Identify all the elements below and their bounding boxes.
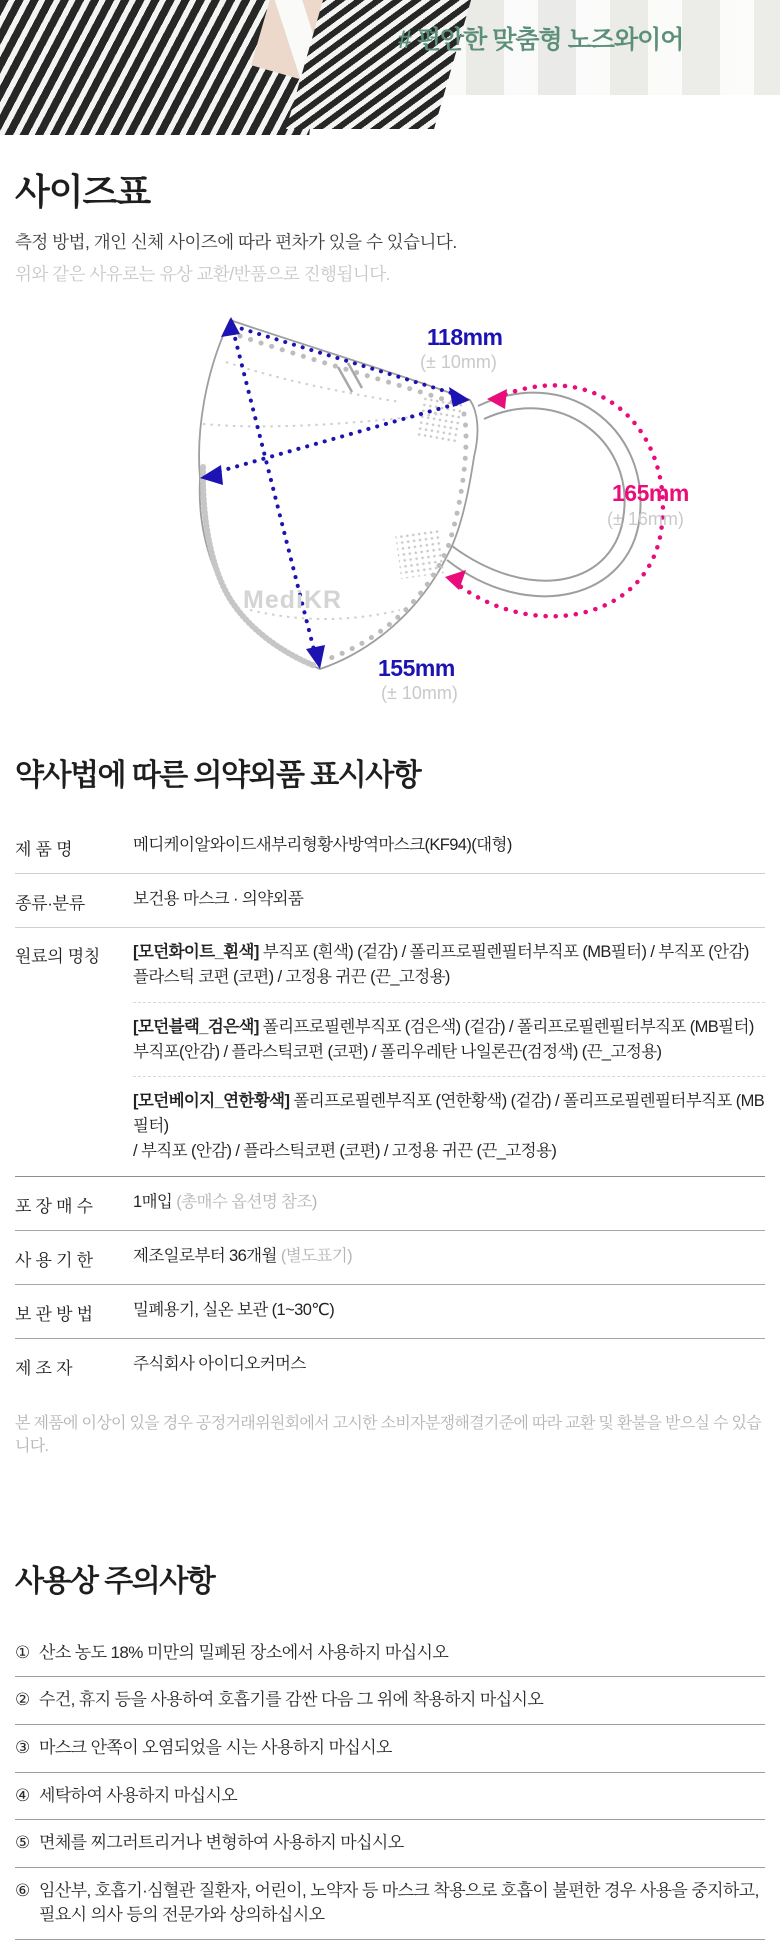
regulation-row-label: 보 관 방 법 xyxy=(15,1304,93,1324)
caution-item xyxy=(15,1725,765,1773)
caution-item-number: ⑥ xyxy=(15,1880,30,1900)
regulation-row xyxy=(15,820,765,874)
measurement-ear-loop-value: 165mm xyxy=(612,480,689,507)
regulation-row-label: 종류·분류 xyxy=(15,894,85,914)
caution-item-number: ② xyxy=(15,1690,30,1710)
caution-item-text: 임산부, 호흡기·심혈관 질환자, 어린이, 노약자 등 마스크 착용으로 호흡이 불편한 경우 사용을 중지하고, 필요시 의사 등의 전문가와 상의하십시오 xyxy=(39,1880,759,1925)
regulation-row-label: 사 용 기 한 xyxy=(15,1250,93,1270)
caution-item-number: ④ xyxy=(15,1785,30,1805)
regulation-row-value: 제조일로부터 36개월 (별도표기) xyxy=(133,1246,352,1265)
size-desc-line1: 측정 방법, 개인 신체 사이즈에 따라 편차가 있을 수 있습니다. xyxy=(15,232,457,253)
caution-item xyxy=(15,1677,765,1725)
regulation-table xyxy=(15,820,765,1391)
regulation-section-title: 약사법에 따른 의약외품 표시사항 xyxy=(15,759,421,793)
caution-item-text: 면체를 찌그러트리거나 변형하여 사용하지 마십시오 xyxy=(39,1833,404,1853)
caution-item-number: ① xyxy=(15,1642,30,1662)
measurement-top-edge-value: 118mm xyxy=(427,324,503,351)
exchange-refund-note: 본 제품에 이상이 있을 경우 공정거래위원회에서 고시한 소비자분쟁해결기준에 따라 교환 및 환불을 받으실 수 있습니다. xyxy=(15,1414,761,1455)
measurement-ear-loop-tolerance: (± 16mm) xyxy=(607,509,684,530)
measurement-height-tolerance: (± 10mm) xyxy=(381,683,458,704)
size-section-title: 사이즈표 xyxy=(15,171,151,212)
regulation-row xyxy=(15,928,765,1176)
brand-watermark: MediKR xyxy=(243,586,343,615)
caution-item-text: 산소 농도 18% 미만의 밀폐된 장소에서 사용하지 마십시오 xyxy=(39,1642,449,1662)
banner-photo xyxy=(0,0,780,95)
caution-list xyxy=(15,1630,765,1940)
caution-item-text: 세탁하여 사용하지 마십시오 xyxy=(39,1785,238,1805)
regulation-row xyxy=(15,1285,765,1339)
caution-item-text: 마스크 안쪽이 오염되었을 시는 사용하지 마십시오 xyxy=(39,1737,392,1757)
regulation-row xyxy=(15,874,765,928)
size-desc-line2: 위와 같은 사유로는 유상 교환/반품으로 진행됩니다. xyxy=(15,264,391,285)
caution-item xyxy=(15,1820,765,1868)
measurement-top-edge-tolerance: (± 10mm) xyxy=(420,352,497,373)
caution-section-title: 사용상 주의사항 xyxy=(15,1564,215,1598)
caution-item-text: 수건, 휴지 등을 사용하여 호흡기를 감싼 다음 그 위에 착용하지 마십시오 xyxy=(39,1690,544,1710)
loop-weld-patch-bottom xyxy=(395,529,447,579)
regulation-row-value: [모던화이트_흰색] 부직포 (흰색) (겉감) / 폴리프로필렌필터부직포 (MB필터) / 부직포 (안감) 플라스틱 코편 (코편) / 고정용 귀끈 (끈_고정용) [모던블랙_검은색] 폴리프로필렌부직포 (검은색) (겉감) / 폴리프로필렌필터부직포 (MB필터) 부직포(안감) / 플라스틱코편 (코편) / 폴리우레탄 나일론끈(검정색) (끈_고정용) [모던베이지_연한황색] 폴리프로필렌부직포 (연한황색) (겉감) / 폴리프로필렌필터부직포 (MB필터) / 부직포 (안감) / 플라스틱코편 (코편) / 고정용 귀끈 (끈_고정용) xyxy=(133,928,765,1175)
regulation-row xyxy=(15,1177,765,1231)
regulation-row-value: 주식회사 아이디오커머스 xyxy=(133,1354,306,1373)
mask-size-diagram xyxy=(0,292,780,722)
regulation-row-label: 제 품 명 xyxy=(15,840,73,860)
regulation-row xyxy=(15,1339,765,1392)
banner-hashtag: # 편안한 맞춤형 노즈와이어 xyxy=(398,26,684,54)
caution-item xyxy=(15,1630,765,1678)
caution-item-number: ③ xyxy=(15,1737,30,1757)
regulation-row-value: 보건용 마스크 · 의약외품 xyxy=(133,890,304,909)
caution-item xyxy=(15,1868,765,1940)
regulation-row xyxy=(15,1231,765,1285)
caution-item-number: ⑤ xyxy=(15,1833,30,1853)
caution-item xyxy=(15,1773,765,1821)
regulation-row-value: 밀폐용기, 실온 보관 (1~30℃) xyxy=(133,1300,335,1319)
regulation-row-label: 제 조 자 xyxy=(15,1358,73,1378)
regulation-row-label: 원료의 명칭 xyxy=(15,947,101,967)
measurement-height-value: 155mm xyxy=(378,655,455,682)
regulation-row-label: 포 장 매 수 xyxy=(15,1196,93,1216)
regulation-row-value: 1매입 (총매수 옵션명 참조) xyxy=(133,1192,317,1211)
regulation-row-value: 메디케이알와이드새부리형황사방역마스크(KF94)(대형) xyxy=(133,836,512,855)
